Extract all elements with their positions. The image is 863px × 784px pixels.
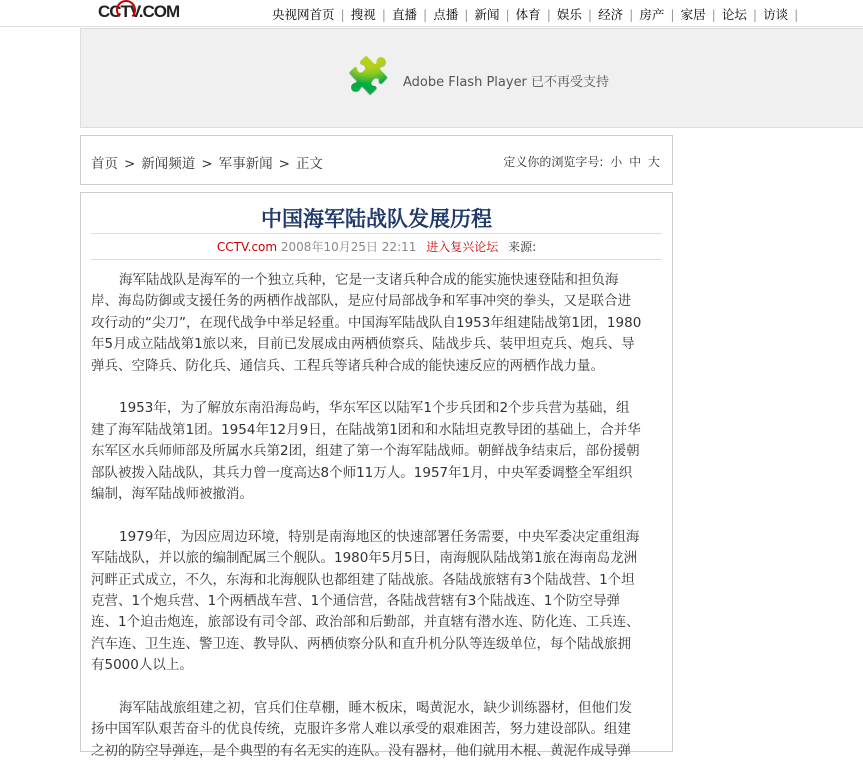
article-paragraph xyxy=(91,270,666,377)
breadcrumb-separator: > xyxy=(278,156,290,172)
nav-separator: | xyxy=(752,7,758,22)
nav-separator: | xyxy=(381,7,386,22)
nav-link[interactable]: 访谈 xyxy=(763,7,789,22)
article-paragraph xyxy=(91,398,666,505)
nav-separator: | xyxy=(711,7,716,22)
paragraph-line: 汽车连、卫生连、警卫连、教导队、两栖侦察分队和直升机分队等连级单位，每个陆战旅拥 xyxy=(91,635,631,652)
paragraph-line: 军陆战队，并以旅的编制配属三个舰队。1980年5月5日，南海舰队陆战第1旅在海南岛龙洲 xyxy=(91,550,638,567)
article-paragraph xyxy=(91,698,666,762)
paragraph-line: 弹兵、空降兵、防化兵、通信兵、工程兵等诸兵种合成的能快速反应的两栖作战力量。 xyxy=(91,357,604,374)
nav-separator: | xyxy=(794,7,799,22)
nav-link[interactable]: 央视网首页 xyxy=(272,7,335,22)
top-bar xyxy=(0,0,863,27)
nav-link[interactable]: 点播 xyxy=(433,7,459,22)
font-size-large[interactable]: 大 xyxy=(647,155,660,169)
paragraph-line: 年5月成立陆战第1旅以来，目前已发展成由两栖侦察兵、陆战步兵、装甲坦克兵、炮兵、导 xyxy=(91,336,635,353)
nav-link[interactable]: 体育 xyxy=(515,7,541,22)
paragraph-line: 扬中国军队艰苦奋斗的优良传统，克服许多常人难以承受的艰难困苦，努力建设部队。组建 xyxy=(91,721,631,738)
article-source: CCTV.com xyxy=(216,240,278,254)
nav-separator: | xyxy=(629,7,634,22)
nav-separator: | xyxy=(340,7,345,22)
nav-separator: | xyxy=(464,7,469,22)
paragraph-line: 1953年，为了解放东南沿海岛屿，华东军区以陆军1个步兵团和2个步兵营为基础，组 xyxy=(119,400,630,417)
nav-link[interactable]: 直播 xyxy=(391,7,417,22)
breadcrumb-bar xyxy=(80,135,673,185)
paragraph-line: 攻行动的“尖刀”，在现代战争中举足轻重。中国海军陆战队自1953年组建陆战第1团，1980 xyxy=(91,314,642,331)
cctv-logo[interactable]: CCTV.COM xyxy=(98,2,180,21)
paragraph-line: 1979年，为因应周边环境，特别是南海地区的快速部署任务需要，中央军委决定重组海 xyxy=(119,528,640,545)
nav-separator: | xyxy=(422,7,428,22)
paragraph-line: 河畔正式成立，不久，东海和北海舰队也都组建了陆战旅。各陆战旅辖有3个陆战营、1个坦 xyxy=(91,571,635,588)
paragraph-line: 东军区水兵师师部及所属水兵第2团，组建了第一个海军陆战师。朝鲜战争结束后，部份援朝 xyxy=(91,443,640,460)
article xyxy=(80,192,673,759)
top-nav xyxy=(272,5,804,23)
breadcrumb xyxy=(91,152,323,172)
paragraph-line: 克营、1个炮兵营、1个两栖战车营、1个通信营，各陆战营辖有3个陆战连、1个防空导弹 xyxy=(91,593,620,610)
article-datetime: 2008年10月25日 22:11 xyxy=(280,240,417,254)
paragraph-line: 连、1个迫击炮连，旅部设有司令部、政治部和后勤部，并直辖有潜水连、防化连、工兵连、 xyxy=(91,614,640,631)
breadcrumb-item[interactable]: 首页 xyxy=(91,156,118,172)
font-size-medium[interactable]: 中 xyxy=(629,155,642,169)
nav-link[interactable]: 房产 xyxy=(639,7,665,22)
font-size-selector xyxy=(503,153,660,170)
paragraph-line: 编制，海军陆战师被撤消。 xyxy=(91,486,253,503)
article-body xyxy=(91,270,666,784)
breadcrumb-item: 正文 xyxy=(295,156,323,172)
puzzle-plugin-icon: 🧩 xyxy=(346,56,391,97)
nav-link[interactable]: 搜视 xyxy=(350,7,376,22)
nav-link[interactable]: 家居 xyxy=(680,7,706,22)
divider xyxy=(91,233,662,234)
divider xyxy=(91,259,662,260)
article-paragraph xyxy=(91,527,666,677)
breadcrumb-separator: > xyxy=(124,156,136,172)
paragraph-line: 建了海军陆战第1团。1954年12月9日，在陆战第1团和和水陆坦克教导团的基础上，合并华 xyxy=(91,421,641,438)
breadcrumb-item[interactable]: 军事新闻 xyxy=(218,156,273,172)
nav-link[interactable]: 经济 xyxy=(598,7,624,22)
from-label: 来源: xyxy=(508,240,537,254)
breadcrumb-item[interactable]: 新闻频道 xyxy=(141,156,196,172)
font-size-label: 定义你的浏览字号: xyxy=(503,155,604,169)
nav-separator: | xyxy=(546,7,551,22)
paragraph-line: 之初的防空导弹连，是个典型的有名无实的连队。没有器材，他们就用木棍、黄泥作成导弹 xyxy=(91,742,631,759)
flash-message: Adobe Flash Player 已不再受支持 xyxy=(403,75,610,90)
nav-link[interactable]: 娱乐 xyxy=(556,7,582,22)
paragraph-line: 海军陆战旅组建之初，官兵们住草棚，睡木板床，喝黄泥水，缺少训练器材，但他们发 xyxy=(119,700,632,717)
paragraph-line: 有5000人以上。 xyxy=(91,657,193,674)
font-size-small[interactable]: 小 xyxy=(610,155,623,169)
breadcrumb-separator: > xyxy=(201,156,213,172)
paragraph-line: 部队被拨入陆战队，其兵力曾一度高达8个师11万人。1957年1月，中央军委调整全军组织 xyxy=(91,464,633,481)
nav-separator: | xyxy=(505,7,510,22)
forum-link[interactable]: 进入复兴论坛 xyxy=(426,240,499,254)
article-meta xyxy=(81,238,672,255)
flash-placeholder xyxy=(80,28,863,128)
nav-link[interactable]: 论坛 xyxy=(721,7,747,22)
paragraph-line: 岸、海岛防御或支援任务的两栖作战部队，是应付局部战争和军事冲突的拳头，又是联合进 xyxy=(91,293,631,310)
nav-link[interactable]: 新闻 xyxy=(474,7,500,22)
nav-separator: | xyxy=(587,7,593,22)
article-title: 中国海军陆战队发展历程 xyxy=(261,207,492,231)
paragraph-line: 海军陆战队是海军的一个独立兵种，它是一支诸兵种合成的能实施快速登陆和担负海 xyxy=(119,272,619,288)
nav-separator: | xyxy=(670,7,675,22)
